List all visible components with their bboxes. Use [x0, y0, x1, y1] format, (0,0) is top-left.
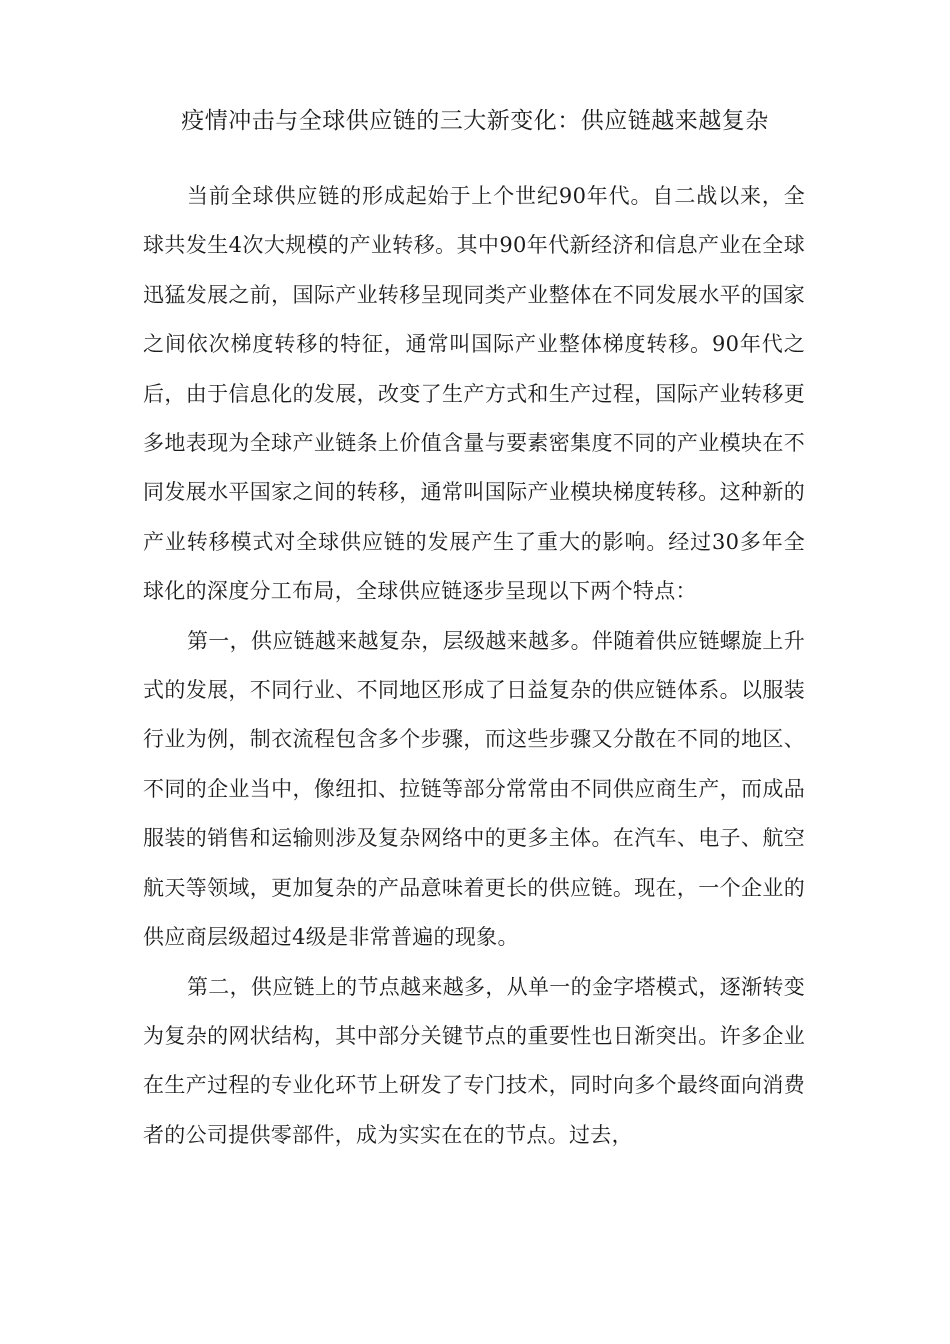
paragraph-1: 当前全球供应链的形成起始于上个世纪90年代。自二战以来，全球共发生4次大规模的产业转移。其中90年代新经济和信息产业在全球迅猛发展之前，国际产业转移呈现同类产业整体在不同发展水平的国家之间依次梯度转移的特征，通常叫国际产业整体梯度转移。90年代之后，由于信息化的发展，改变了生产方式和生产过程，国际产业转移更多地表现为全球产业链条上价值含量与要素密集度不同的产业模块在不同发展水平国家之间的转移，通常叫国际产业模块梯度转移。这种新的产业转移模式对全球供应链的发展产生了重大的影响。经过30多年全球化的深度分工布局，全球供应链逐步呈现以下两个特点：	[143, 184, 805, 604]
paragraph-3: 第二，供应链上的节点越来越多，从单一的金字塔模式，逐渐转变为复杂的网状结构，其中部分关键节点的重要性也日渐突出。许多企业在生产过程的专业化环节上研发了专门技术，同时向多个最终面向消费者的公司提供零部件，成为实实在在的节点。过去，	[143, 974, 805, 1147]
paragraph-2: 第一，供应链越来越复杂，层级越来越多。伴随着供应链螺旋上升式的发展，不同行业、不同地区形成了日益复杂的供应链体系。以服装行业为例，制衣流程包含多个步骤，而这些步骤又分散在不同的地区、不同的企业当中，像纽扣、拉链等部分常常由不同供应商生产，而成品服装的销售和运输则涉及复杂网络中的更多主体。在汽车、电子、航空航天等领域，更加复杂的产品意味着更长的供应链。现在，一个企业的供应商层级超过4级是非常普遍的现象。	[143, 628, 805, 950]
document-body	[143, 172, 805, 1160]
document-title: 疫情冲击与全球供应链的三大新变化：供应链越来越复杂	[181, 108, 769, 134]
